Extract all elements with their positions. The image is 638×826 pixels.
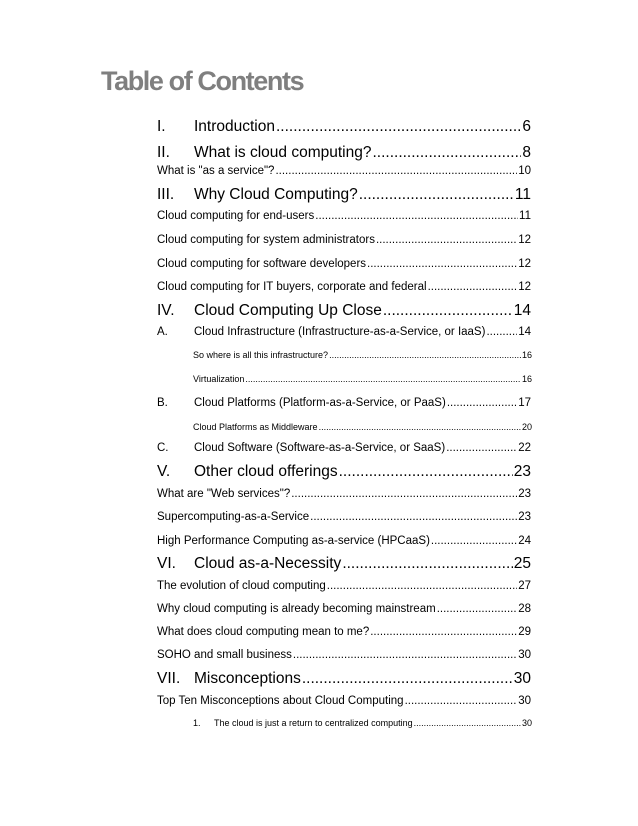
toc-entry[interactable] [193, 374, 532, 384]
toc-entry-title: Introduction [194, 118, 275, 135]
toc-entry-title: Cloud Computing Up Close [194, 302, 382, 319]
dot-leader [275, 165, 517, 177]
toc-entry-page-number: 23 [513, 463, 531, 480]
toc-entry[interactable] [193, 718, 532, 728]
toc-entry[interactable] [157, 118, 531, 136]
toc-entry-title: Why Cloud Computing? [194, 186, 358, 203]
dot-leader [342, 555, 512, 573]
toc-entry-number: VI. [157, 555, 176, 572]
toc-entry-title: Misconceptions [194, 670, 301, 687]
toc-entry-page-number: 10 [518, 165, 531, 177]
toc-entry-title: The evolution of cloud computing [157, 580, 326, 592]
toc-entry-title: Cloud as-a-Necessity [194, 555, 342, 572]
toc-entry-title: Cloud Platforms (Platform-as-a-Service, or PaaS) [194, 397, 446, 409]
toc-entry-page-number: 14 [513, 302, 531, 319]
dot-leader [376, 234, 517, 246]
toc-entry-page-number: 30 [518, 695, 531, 707]
dot-leader [302, 670, 513, 688]
dot-leader [405, 695, 518, 707]
toc-entry-title: Cloud Platforms as Middleware [193, 422, 318, 432]
dot-leader [293, 649, 517, 661]
toc-entry-title: Other cloud offerings [194, 463, 338, 480]
dot-leader [327, 580, 517, 592]
toc-entry[interactable] [157, 326, 531, 338]
toc-entry-title: Virtualization [193, 374, 245, 384]
toc-entry-page-number: 27 [518, 580, 531, 592]
toc-entry[interactable] [157, 144, 531, 162]
toc-entry[interactable] [157, 463, 531, 481]
toc-entry[interactable] [157, 511, 531, 523]
toc-entry-title: What are "Web services"? [157, 488, 291, 500]
toc-entry-page-number: 23 [518, 511, 531, 523]
toc-entry-page-number: 30 [518, 649, 531, 661]
toc-entry-title: So where is all this infrastructure? [193, 350, 329, 360]
toc-entry[interactable] [157, 210, 531, 222]
toc-entry-number: VII. [157, 670, 181, 687]
dot-leader [437, 603, 518, 615]
toc-entry[interactable] [157, 258, 531, 270]
toc-entry-title: What is "as a service"? [157, 165, 275, 177]
toc-entry[interactable] [157, 488, 531, 500]
toc-entry-page-number: 24 [518, 535, 531, 547]
toc-entry[interactable] [157, 670, 531, 688]
toc-entry-number: B. [157, 397, 168, 409]
toc-entry-page-number: 17 [518, 397, 531, 409]
dot-leader [431, 535, 517, 547]
toc-entry[interactable] [157, 442, 531, 454]
toc-entry-title: The cloud is just a return to centralized computing [214, 718, 413, 728]
toc-entry[interactable] [157, 397, 531, 409]
toc-entry-page-number: 16 [521, 374, 532, 384]
toc-entry-title: Cloud computing for end-users [157, 210, 315, 222]
dot-leader [245, 374, 521, 384]
toc-entry[interactable] [157, 695, 531, 707]
toc-entry-page-number: 20 [521, 422, 532, 432]
toc-entry-page-number: 25 [513, 555, 531, 572]
toc-entry[interactable] [157, 555, 531, 573]
toc-entry-number: V. [157, 463, 171, 480]
toc-entry[interactable] [193, 350, 532, 360]
toc-entry[interactable] [157, 234, 531, 246]
toc-entry-title: High Performance Computing as-a-service (HPCaaS) [157, 535, 430, 547]
dot-leader [447, 397, 517, 409]
toc-entry-title: What is cloud computing? [194, 144, 372, 161]
toc-entry-title: Cloud computing for system administrators [157, 234, 375, 246]
toc-entry[interactable] [157, 535, 531, 547]
toc-entry-title: Why cloud computing is already becoming mainstream [157, 603, 436, 615]
toc-entry-page-number: 14 [518, 326, 531, 338]
toc-entry-title: Top Ten Misconceptions about Cloud Computing [157, 695, 404, 707]
toc-entry-number: IV. [157, 302, 175, 319]
toc-entry[interactable] [157, 165, 531, 177]
dot-leader [359, 186, 514, 204]
toc-entry-number: A. [157, 326, 168, 338]
toc-entry[interactable] [157, 626, 531, 638]
dot-leader [383, 302, 513, 320]
toc-entry-page-number: 12 [518, 281, 531, 293]
toc-entry-title: Cloud Infrastructure (Infrastructure-as-a-Service, or IaaS) [194, 326, 486, 338]
dot-leader [370, 626, 517, 638]
toc-entry[interactable] [157, 186, 531, 204]
toc-entry-title: Cloud computing for software developers [157, 258, 367, 270]
dot-leader [367, 258, 517, 270]
toc-entry[interactable] [157, 649, 531, 661]
page-title: Table of Contents [101, 66, 304, 96]
dot-leader [372, 144, 521, 162]
dot-leader [414, 718, 521, 728]
toc-entry-title: Cloud Software (Software-as-a-Service, or SaaS) [194, 442, 446, 454]
dot-leader [428, 281, 518, 293]
toc-entry-page-number: 12 [518, 258, 531, 270]
toc-entry-number: I. [157, 118, 166, 135]
toc-entry-page-number: 30 [513, 670, 531, 687]
toc-entry-page-number: 6 [522, 118, 531, 135]
toc-entry[interactable] [193, 422, 532, 432]
toc-entry-page-number: 8 [522, 144, 531, 161]
dot-leader [276, 118, 521, 136]
toc-entry-title: SOHO and small business [157, 649, 292, 661]
toc-entry[interactable] [157, 302, 531, 320]
toc-entry-page-number: 22 [518, 442, 531, 454]
toc-entry-number: III. [157, 186, 175, 203]
dot-leader [339, 463, 513, 481]
dot-leader [310, 511, 517, 523]
toc-entry-title: Supercomputing-as-a-Service [157, 511, 310, 523]
dot-leader [486, 326, 517, 338]
dot-leader [446, 442, 517, 454]
toc-entry-page-number: 29 [518, 626, 531, 638]
toc-entry-page-number: 28 [518, 603, 531, 615]
dot-leader [319, 422, 521, 432]
toc-entry-number: II. [157, 144, 170, 161]
toc-entry[interactable] [157, 580, 531, 592]
toc-entry-number: 1. [193, 718, 201, 728]
toc-entry-page-number: 16 [521, 350, 532, 360]
toc-entry[interactable] [157, 603, 531, 615]
dot-leader [315, 210, 518, 222]
toc-entry-page-number: 12 [518, 234, 531, 246]
toc-entry-page-number: 23 [518, 488, 531, 500]
toc-entry-page-number: 30 [521, 718, 532, 728]
dot-leader [291, 488, 517, 500]
toc-entry-title: Cloud computing for IT buyers, corporate and federal [157, 281, 427, 293]
toc-entry-page-number: 11 [514, 186, 531, 203]
dot-leader [329, 350, 521, 360]
toc-entry[interactable] [157, 281, 531, 293]
toc-entry-number: C. [157, 442, 169, 454]
toc-entry-title: What does cloud computing mean to me? [157, 626, 370, 638]
toc-entry-page-number: 11 [519, 210, 531, 222]
